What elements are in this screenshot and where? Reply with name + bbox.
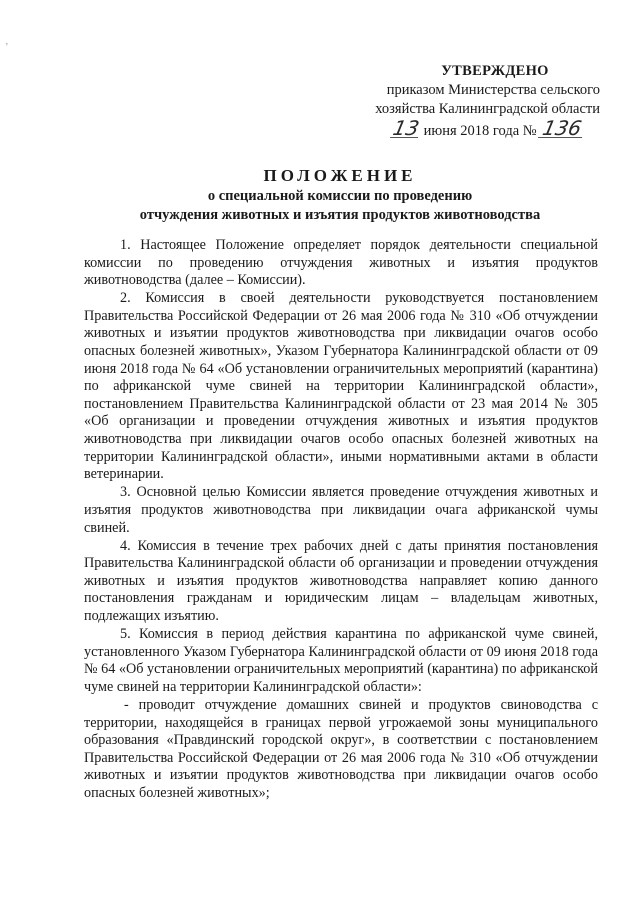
paragraph-5-item-1: - проводит отчуждение домашних свиней и продуктов свиноводства с территории, находящейся в границах первой угрожаемой зоны муниципального образования «Правдинский городской округ», в соответствии с постановлением Правительства Российской Федерации от 26 мая 2006 года № 310 «Об отчуждении животных и изъятии продуктов животноводства при ликвидации очагов особо опасных болезней животных»; bbox=[84, 696, 598, 801]
paragraph-2: 2. Комиссия в своей деятельности руководствуется постановлением Правительства Российской Федерации от 26 мая 2006 года № 310 «Об отчуждении животных и изъятии продуктов животноводства при ликвидации очагов особо опасных болезней животных», Указом Губернатора Калининградской области от 09 июня 2018 года № 64 «Об установлении ограничительных мероприятий (карантина) по африканской чуме свиней на территории Калининградской области», постановлением Правительства Калининградской области от 23 мая 2014 № 305 «Об организации и проведении отчуждения животных и изъятия продуктов животноводства при ликвидации очагов особо опасных болезней животных на территории Калининградской области», иными нормативными актами в области ветеринарии. bbox=[84, 290, 598, 483]
approval-date-day: 13 bbox=[390, 116, 422, 140]
approval-date-line bbox=[360, 116, 610, 141]
paragraph-5: 5. Комиссия в период действия карантина по африканской чуме свиней, установленного Указом Губернатора Калининградской области от 09 июня 2018 года № 64 «Об установлении ограничительных мероприятий (карантина) по африканской чуме свиней на территории Калининградской области»: bbox=[84, 626, 598, 695]
paragraph-1: 1. Настоящее Положение определяет порядок деятельности специальной комиссии по проведению отчуждения животных и изъятия продуктов животноводства (далее – Комиссии). bbox=[84, 237, 598, 289]
title-subtitle-1: о специальной комиссии по проведению bbox=[207, 188, 473, 204]
approval-date-text: июня 2018 года № bbox=[423, 123, 537, 139]
document-title bbox=[60, 165, 620, 225]
approval-line-1: приказом Министерства сельского bbox=[386, 82, 600, 98]
approval-order-number: 136 bbox=[538, 119, 586, 138]
approval-stamp bbox=[360, 62, 610, 141]
title-main: ПОЛОЖЕНИЕ bbox=[263, 166, 417, 185]
approval-heading: УТВЕРЖДЕНО bbox=[441, 63, 549, 79]
document-body bbox=[84, 237, 598, 803]
title-subtitle-2: отчуждения животных и изъятия продуктов животноводства bbox=[139, 207, 541, 223]
paragraph-3: 3. Основной целью Комиссии является проведение отчуждения животных и изъятия продуктов животноводства при ликвидации очага африканской чумы свиней. bbox=[84, 484, 598, 536]
paragraph-4: 4. Комиссия в течение трех рабочих дней с даты принятия постановления Правительства Калининградской области об организации и проведении отчуждения животных и изъятия продуктов животноводства направляет копию данного постановления гражданам и юридическим лицам – владельцам животных, подлежащих изъятию. bbox=[84, 537, 598, 624]
margin-mark: ' bbox=[6, 42, 8, 53]
approval-line-2: хозяйства Калининградской области bbox=[375, 101, 600, 117]
